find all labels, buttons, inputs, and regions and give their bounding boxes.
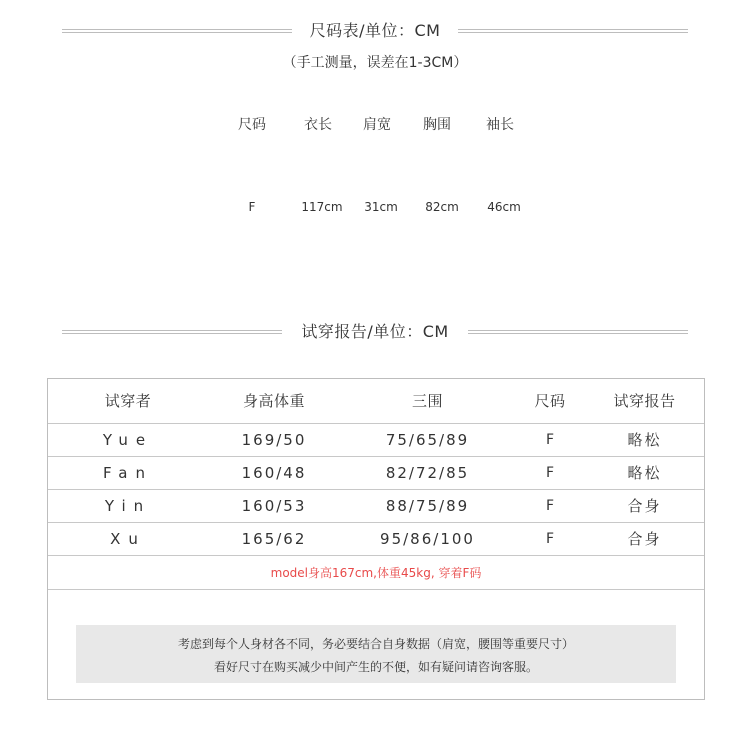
report-box — [47, 378, 705, 700]
fit-tip-line-2: 看好尺寸在购买减少中间产生的不便，如有疑问请咨询客服。 — [213, 660, 538, 674]
table-row — [48, 522, 704, 555]
tester-measurements: 75/65/89 — [340, 423, 515, 456]
tester-height-weight: 165/62 — [208, 522, 340, 555]
report-heading — [0, 320, 750, 344]
table-row — [48, 423, 704, 456]
tester-name: Fan — [48, 456, 208, 489]
tester-height-weight: 160/53 — [208, 489, 340, 522]
report-header-tester: 试穿者 — [104, 392, 152, 411]
tester-height-weight: 160/48 — [208, 456, 340, 489]
report-title: 试穿报告/单位：CM — [293, 322, 456, 341]
size-cell-sleeve: 46cm — [487, 200, 521, 214]
tester-size: F — [515, 522, 585, 555]
size-header-shoulder: 肩宽 — [363, 117, 391, 133]
tester-height-weight: 169/50 — [208, 423, 340, 456]
model-note-row — [48, 555, 704, 589]
tester-fit: 略松 — [585, 456, 704, 489]
size-cell-size: F — [248, 200, 256, 214]
tester-size: F — [515, 456, 585, 489]
tester-fit: 略松 — [585, 423, 704, 456]
report-header-fit: 试穿报告 — [613, 392, 676, 411]
size-cell-chest: 82cm — [425, 200, 459, 214]
size-header-sleeve: 袖长 — [486, 117, 514, 133]
report-header-size: 尺码 — [534, 392, 566, 411]
size-chart-heading — [0, 19, 750, 43]
tester-size: F — [515, 489, 585, 522]
tester-size: F — [515, 423, 585, 456]
measurement-note: （手工测量，误差在1-3CM） — [282, 55, 468, 71]
tester-fit: 合身 — [585, 489, 704, 522]
fit-tip-line-1: 考虑到每个人身材各不同，务必要结合自身数据（肩宽，腰围等重要尺寸） — [177, 637, 574, 651]
report-header-measurements: 三围 — [411, 392, 443, 411]
size-chart-title: 尺码表/单位：CM — [302, 21, 449, 40]
table-row — [48, 456, 704, 489]
tester-name: Xu — [48, 522, 208, 555]
table-row — [48, 489, 704, 522]
fit-tip-box — [76, 625, 676, 683]
report-table — [48, 379, 704, 590]
tester-measurements: 88/75/89 — [340, 489, 515, 522]
size-header-chest: 胸围 — [423, 117, 451, 133]
tester-name: Yue — [48, 423, 208, 456]
tester-measurements: 82/72/85 — [340, 456, 515, 489]
report-header-row — [48, 379, 704, 423]
report-header-height-weight: 身高体重 — [242, 392, 305, 411]
size-cell-shoulder: 31cm — [364, 200, 398, 214]
size-header-size: 尺码 — [238, 117, 266, 133]
tester-fit: 合身 — [585, 522, 704, 555]
size-header-length: 衣长 — [304, 117, 332, 133]
size-cell-length: 117cm — [301, 200, 343, 214]
tester-measurements: 95/86/100 — [340, 522, 515, 555]
model-note: model身高167cm,体重45kg, 穿着F码 — [48, 555, 704, 589]
tester-name: Yin — [48, 489, 208, 522]
